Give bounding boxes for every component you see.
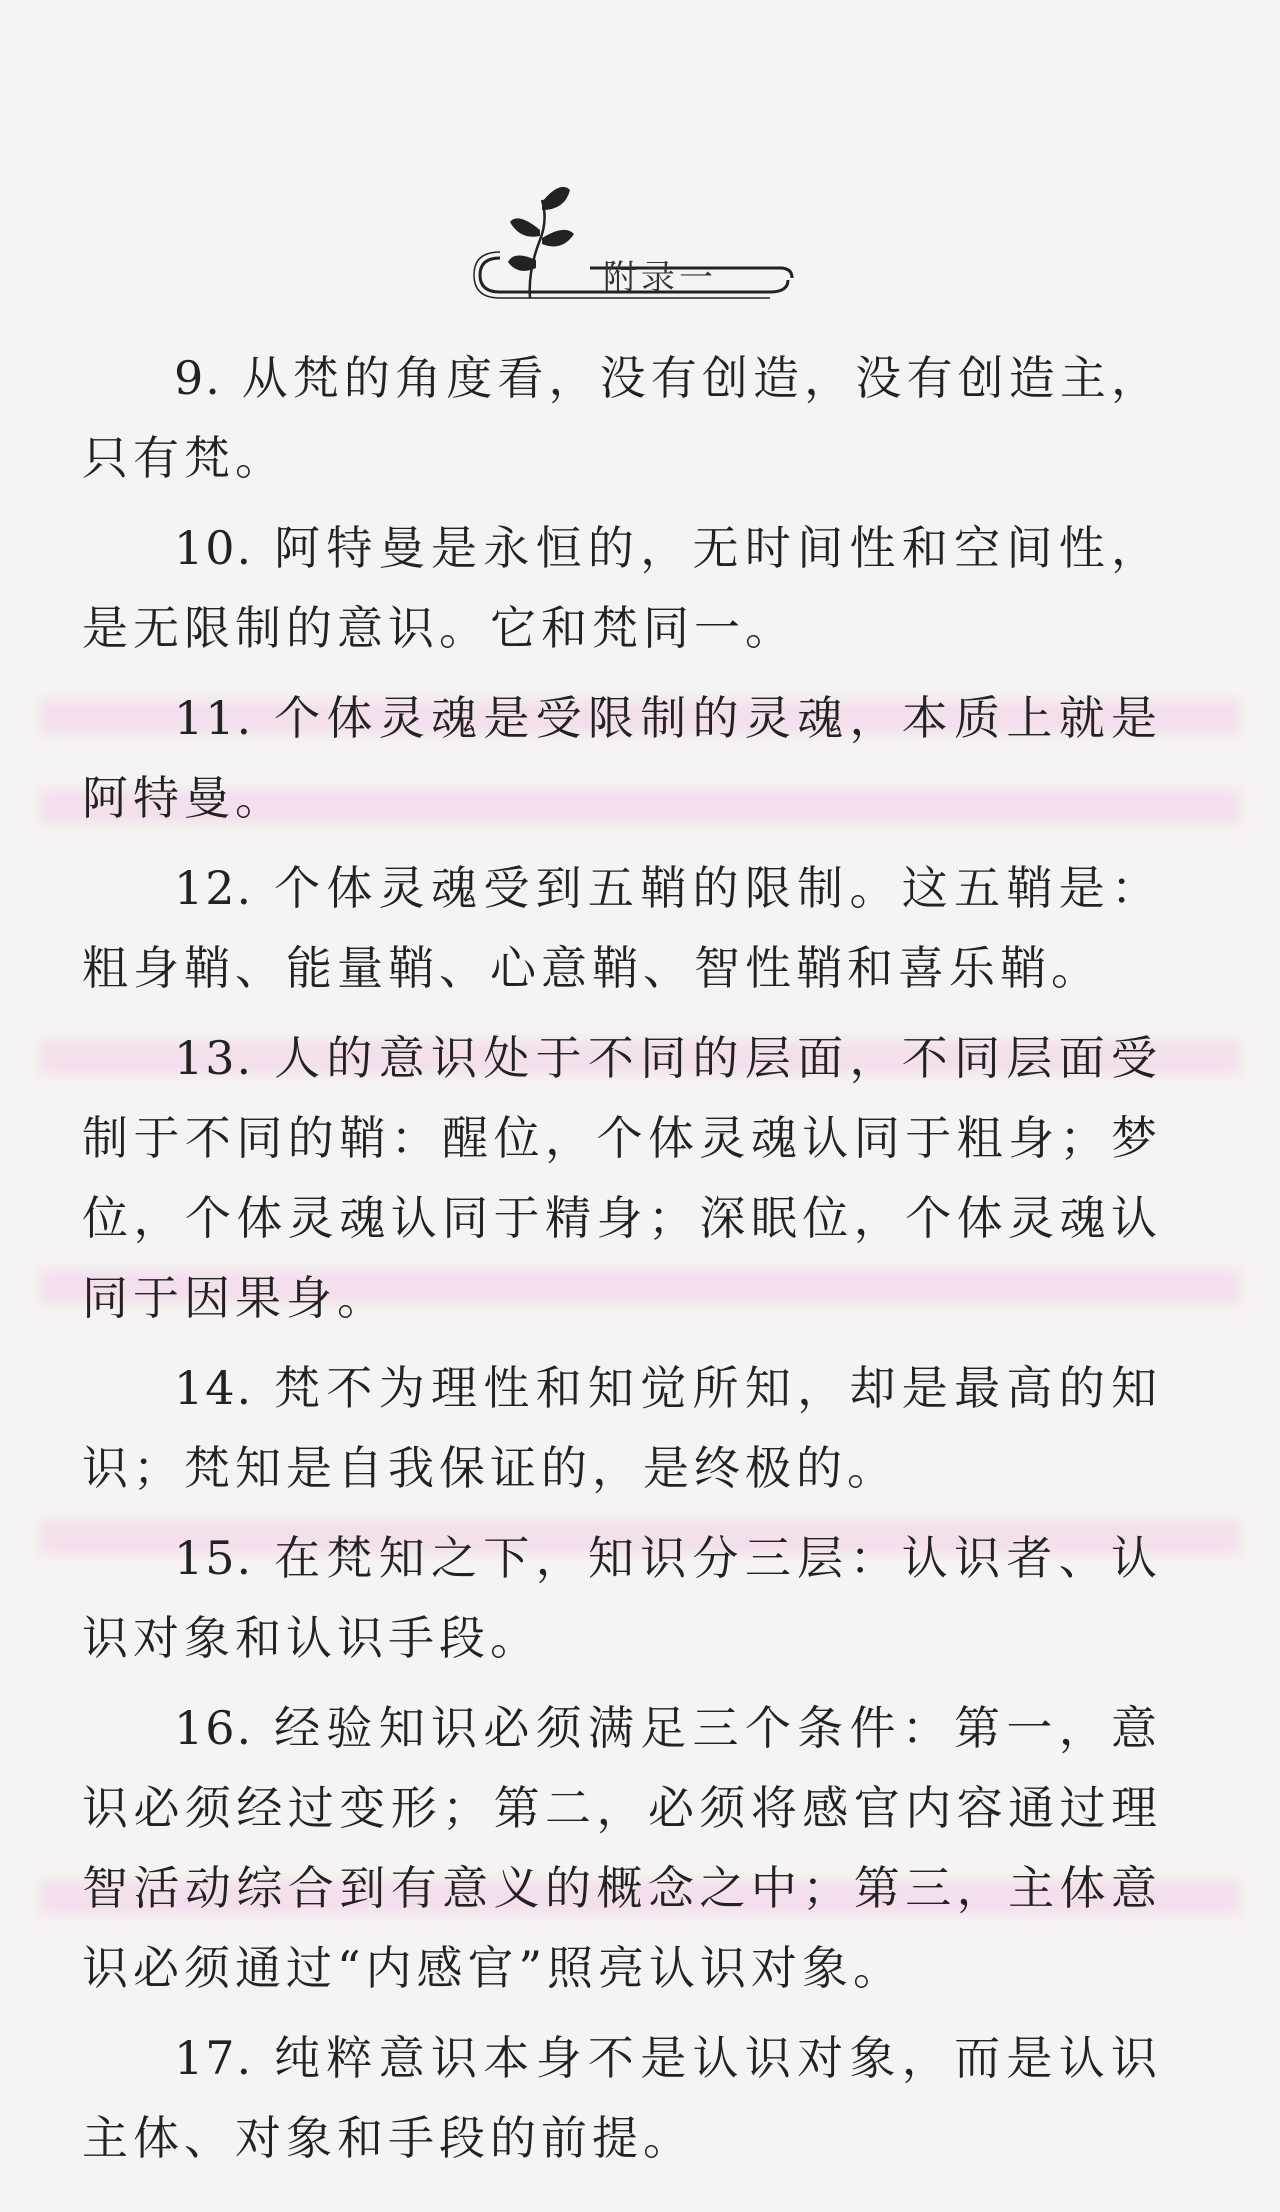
paragraph-14 [82, 1348, 1162, 1508]
paragraph-15 [82, 1518, 1162, 1678]
paragraph-number: 16. [174, 1701, 254, 1755]
paragraph-text: 经验知识必须满足三个条件：第一，意识必须经过变形；第二，必须将感官内容通过理智活动综合到有意义的概念之中；第三，主体意识必须通过“内感官”照亮认识对象。 [82, 1701, 1163, 1995]
paragraph-text: 个体灵魂是受限制的灵魂，本质上就是阿特曼。 [82, 691, 1163, 825]
paragraph-text: 在梵知之下，知识分三层：认识者、认识对象和认识手段。 [82, 1531, 1163, 1665]
paragraph-17 [82, 2018, 1162, 2178]
header-label: 附录一 [603, 258, 717, 298]
text-body [82, 338, 1162, 2188]
paragraph-9 [82, 338, 1162, 498]
paragraph-12 [82, 848, 1162, 1008]
paragraph-number: 17. [174, 2031, 254, 2085]
paragraph-text: 纯粹意识本身不是认识对象，而是认识主体、对象和手段的前提。 [82, 2031, 1163, 2165]
paragraph-number: 14. [174, 1361, 254, 1415]
paragraph-number: 12. [174, 861, 254, 915]
paragraph-number: 11. [174, 691, 254, 745]
paragraph-text: 从梵的角度看，没有创造，没有创造主，只有梵。 [82, 351, 1163, 485]
paragraph-13 [82, 1018, 1162, 1338]
paragraph-text: 人的意识处于不同的层面，不同层面受制于不同的鞘：醒位，个体灵魂认同于粗身；梦位，个体灵魂认同于精身；深眠位，个体灵魂认同于因果身。 [82, 1031, 1163, 1325]
paragraph-number: 9. [174, 351, 222, 405]
paragraph-number: 13. [174, 1031, 254, 1085]
paragraph-text: 阿特曼是永恒的，无时间性和空间性，是无限制的意识。它和梵同一。 [82, 521, 1163, 655]
paragraph-10 [82, 508, 1162, 668]
section-header [470, 180, 800, 310]
paragraph-text: 个体灵魂受到五鞘的限制。这五鞘是：粗身鞘、能量鞘、心意鞘、智性鞘和喜乐鞘。 [82, 861, 1163, 995]
paragraph-text: 梵不为理性和知觉所知，却是最高的知识；梵知是自我保证的，是终极的。 [82, 1361, 1163, 1495]
paragraph-11 [82, 678, 1162, 838]
paragraph-number: 10. [174, 521, 254, 575]
paragraph-16 [82, 1688, 1162, 2008]
paragraph-number: 15. [174, 1531, 254, 1585]
